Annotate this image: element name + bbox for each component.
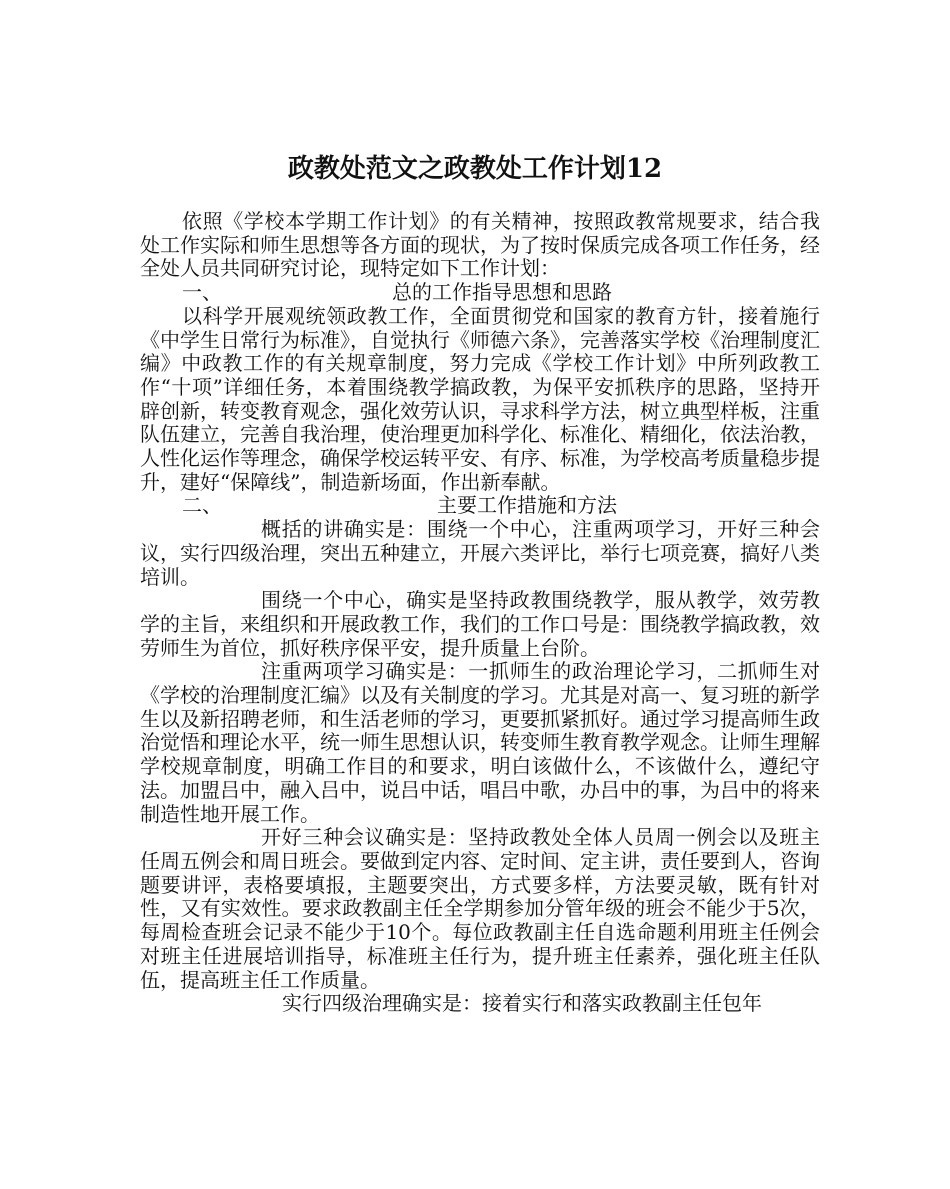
section-2-title: 主要工作措施和方法 [437,493,617,518]
intro-paragraph: 依照《学校本学期工作计划》的有关精神，按照政教常规要求，结合我处工作实际和师生思想等各方面的现状，为了按时保质完成各项工作任务，经全处人员共同研究讨论，现特定如下工作计划： [140,209,820,281]
section-2-number: 二、 [182,493,222,518]
section-2-paragraph-two-studies: 注重两项学习确实是：一抓师生的政治理论学习，二抓师生对《学校的治理制度汇编》以及有关制度的学习。尤其是对高一、复习班的新学生以及新招聘老师，和生活老师的学习，更要抓紧抓好。通过学习提高师生政治觉悟和理论水平，统一师生思想认识，转变师生教育教学观念。让师生理解学校规章制度，明确工作目的和要求，明白该做什么，不该做什么，遵纪守法。加盟吕中，融入吕中，说吕中话，唱吕中歌，办吕中的事，为吕中的将来制造性地开展工作。 [140,659,820,826]
section-1-heading [140,281,820,305]
section-1-paragraph: 以科学开展观统领政教工作，全面贯彻党和国家的教育方针，接着施行《中学生日常行为标准》，自觉执行《师德六条》，完善落实学校《治理制度汇编》中政教工作的有关规章制度，努力完成《学校工作计划》中所列政教工作“十项”详细任务，本着围绕教学搞政教，为保平安抓秩序的思路，坚持开辟创新，转变教育观念，强化效劳认识，寻求科学方法，树立典型样板，注重队伍建立，完善自我治理，使治理更加科学化、标准化、精细化，依法治教，人性化运作等理念，确保学校运转平安、有序、标准，为学校高考质量稳步提升，建好“保障线”，制造新场面，作出新奉献。 [140,303,820,494]
page-title: 政教处范文之政教处工作计划12 [287,154,663,185]
section-1-title: 总的工作指导思想和思路 [392,280,612,305]
section-2-paragraph-three-meetings: 开好三种会议确实是：坚持政教处全体人员周一例会以及班主任周五例会和周日班会。要做到定内容、定时间、定主讲，责任要到人，咨询题要讲评，表格要填报，主题要突出，方式要多样，方法要灵敏，既有针对性，又有实效性。要求政教副主任全学期参加分管年级的班会不能少于5次，每周检查班会记录不能少于10个。每位政教副主任自选命题利用班主任例会对班主任进展培训指导，标准班主任行为，提升班主任素养，强化班主任队伍，提高班主任工作质量。 [140,825,820,992]
section-1-number: 一、 [182,280,222,305]
section-2-paragraph-four-levels: 实行四级治理确实是：接着实行和落实政教副主任包年 [282,991,762,1016]
section-2-paragraph-one-center: 围绕一个中心，确实是坚持政教围绕教学，服从教学，效劳教学的主旨，来组织和开展政教工作，我们的工作口号是：围绕教学搞政教，效劳师生为首位，抓好秩序保平安，提升质量上台阶。 [140,588,820,660]
document-body [140,210,820,1016]
section-2-paragraph-summary: 概括的讲确实是：围绕一个中心，注重两项学习，开好三种会议，实行四级治理，突出五种建立，开展六类评比，举行七项竞赛，搞好八类培训。 [140,517,820,589]
section-2-heading [140,494,820,518]
